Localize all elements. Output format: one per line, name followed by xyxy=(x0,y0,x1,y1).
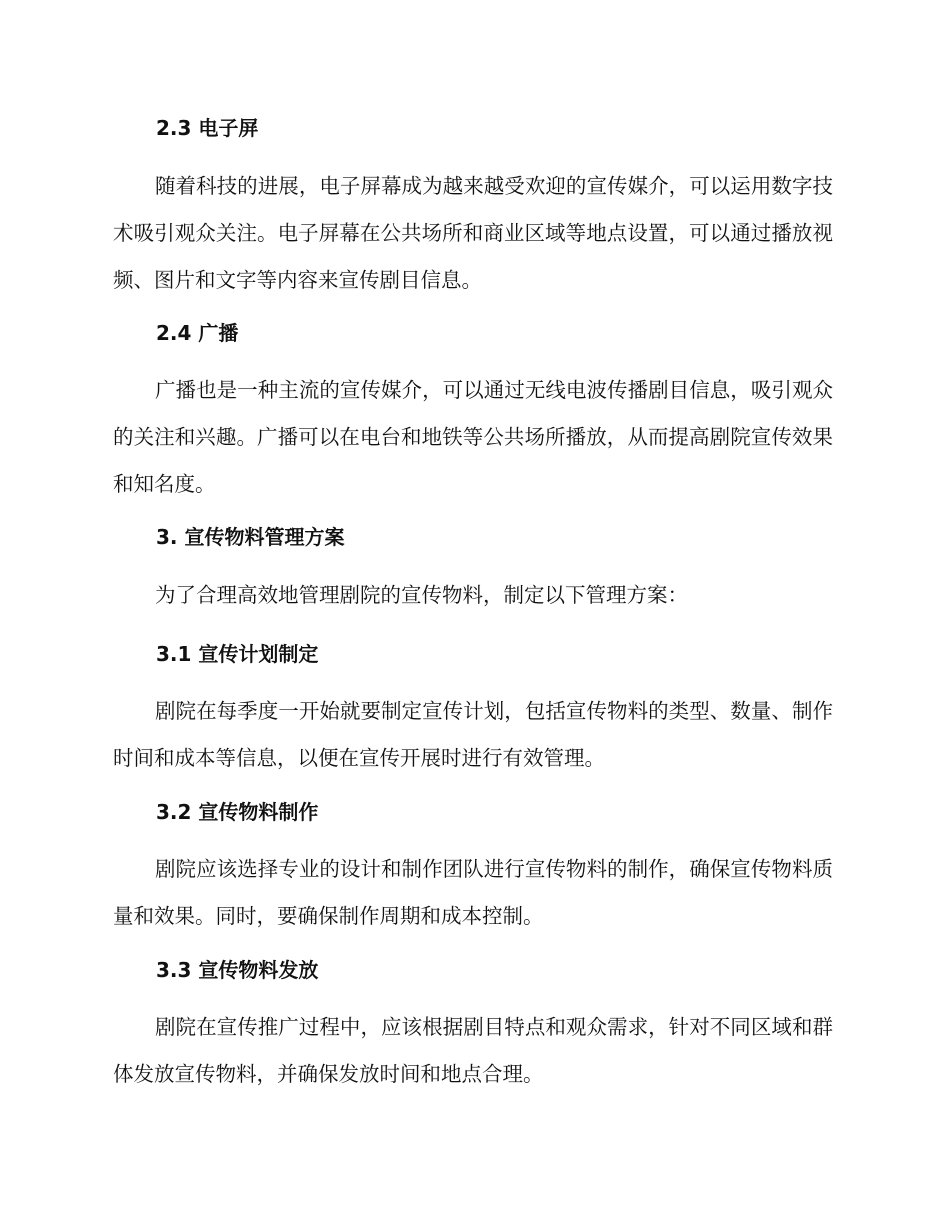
section-paragraph: 剧院应该选择专业的设计和制作团队进行宣传物料的制作，确保宣传物料质量和效果。同时，要确保制作周期和成本控制。 xyxy=(113,857,833,928)
section-heading: 3.3 宣传物料发放 xyxy=(156,958,319,982)
section-heading: 2.3 电子屏 xyxy=(156,116,259,140)
section-heading: 3.2 宣传物料制作 xyxy=(156,800,319,824)
section-paragraph: 剧院在每季度一开始就要制定宣传计划，包括宣传物料的类型、数量、制作时间和成本等信息，以便在宣传开展时进行有效管理。 xyxy=(113,699,833,770)
section-paragraph: 广播也是一种主流的宣传媒介，可以通过无线电波传播剧目信息，吸引观众的关注和兴趣。广播可以在电台和地铁等公共场所播放，从而提高剧院宣传效果和知名度。 xyxy=(113,378,833,496)
section-heading: 3.1 宣传计划制定 xyxy=(156,642,319,666)
section-paragraph: 为了合理高效地管理剧院的宣传物料，制定以下管理方案： xyxy=(155,583,688,607)
section-paragraph: 随着科技的进展，电子屏幕成为越来越受欢迎的宣传媒介，可以运用数字技术吸引观众关注。电子屏幕在公共场所和商业区域等地点设置，可以通过播放视频、图片和文字等内容来宣传剧目信息。 xyxy=(113,174,833,292)
section-paragraph: 剧院在宣传推广过程中，应该根据剧目特点和观众需求，针对不同区域和群体发放宣传物料，并确保发放时间和地点合理。 xyxy=(113,1015,833,1086)
section-heading: 3. 宣传物料管理方案 xyxy=(156,525,345,549)
section-heading: 2.4 广播 xyxy=(156,321,239,345)
